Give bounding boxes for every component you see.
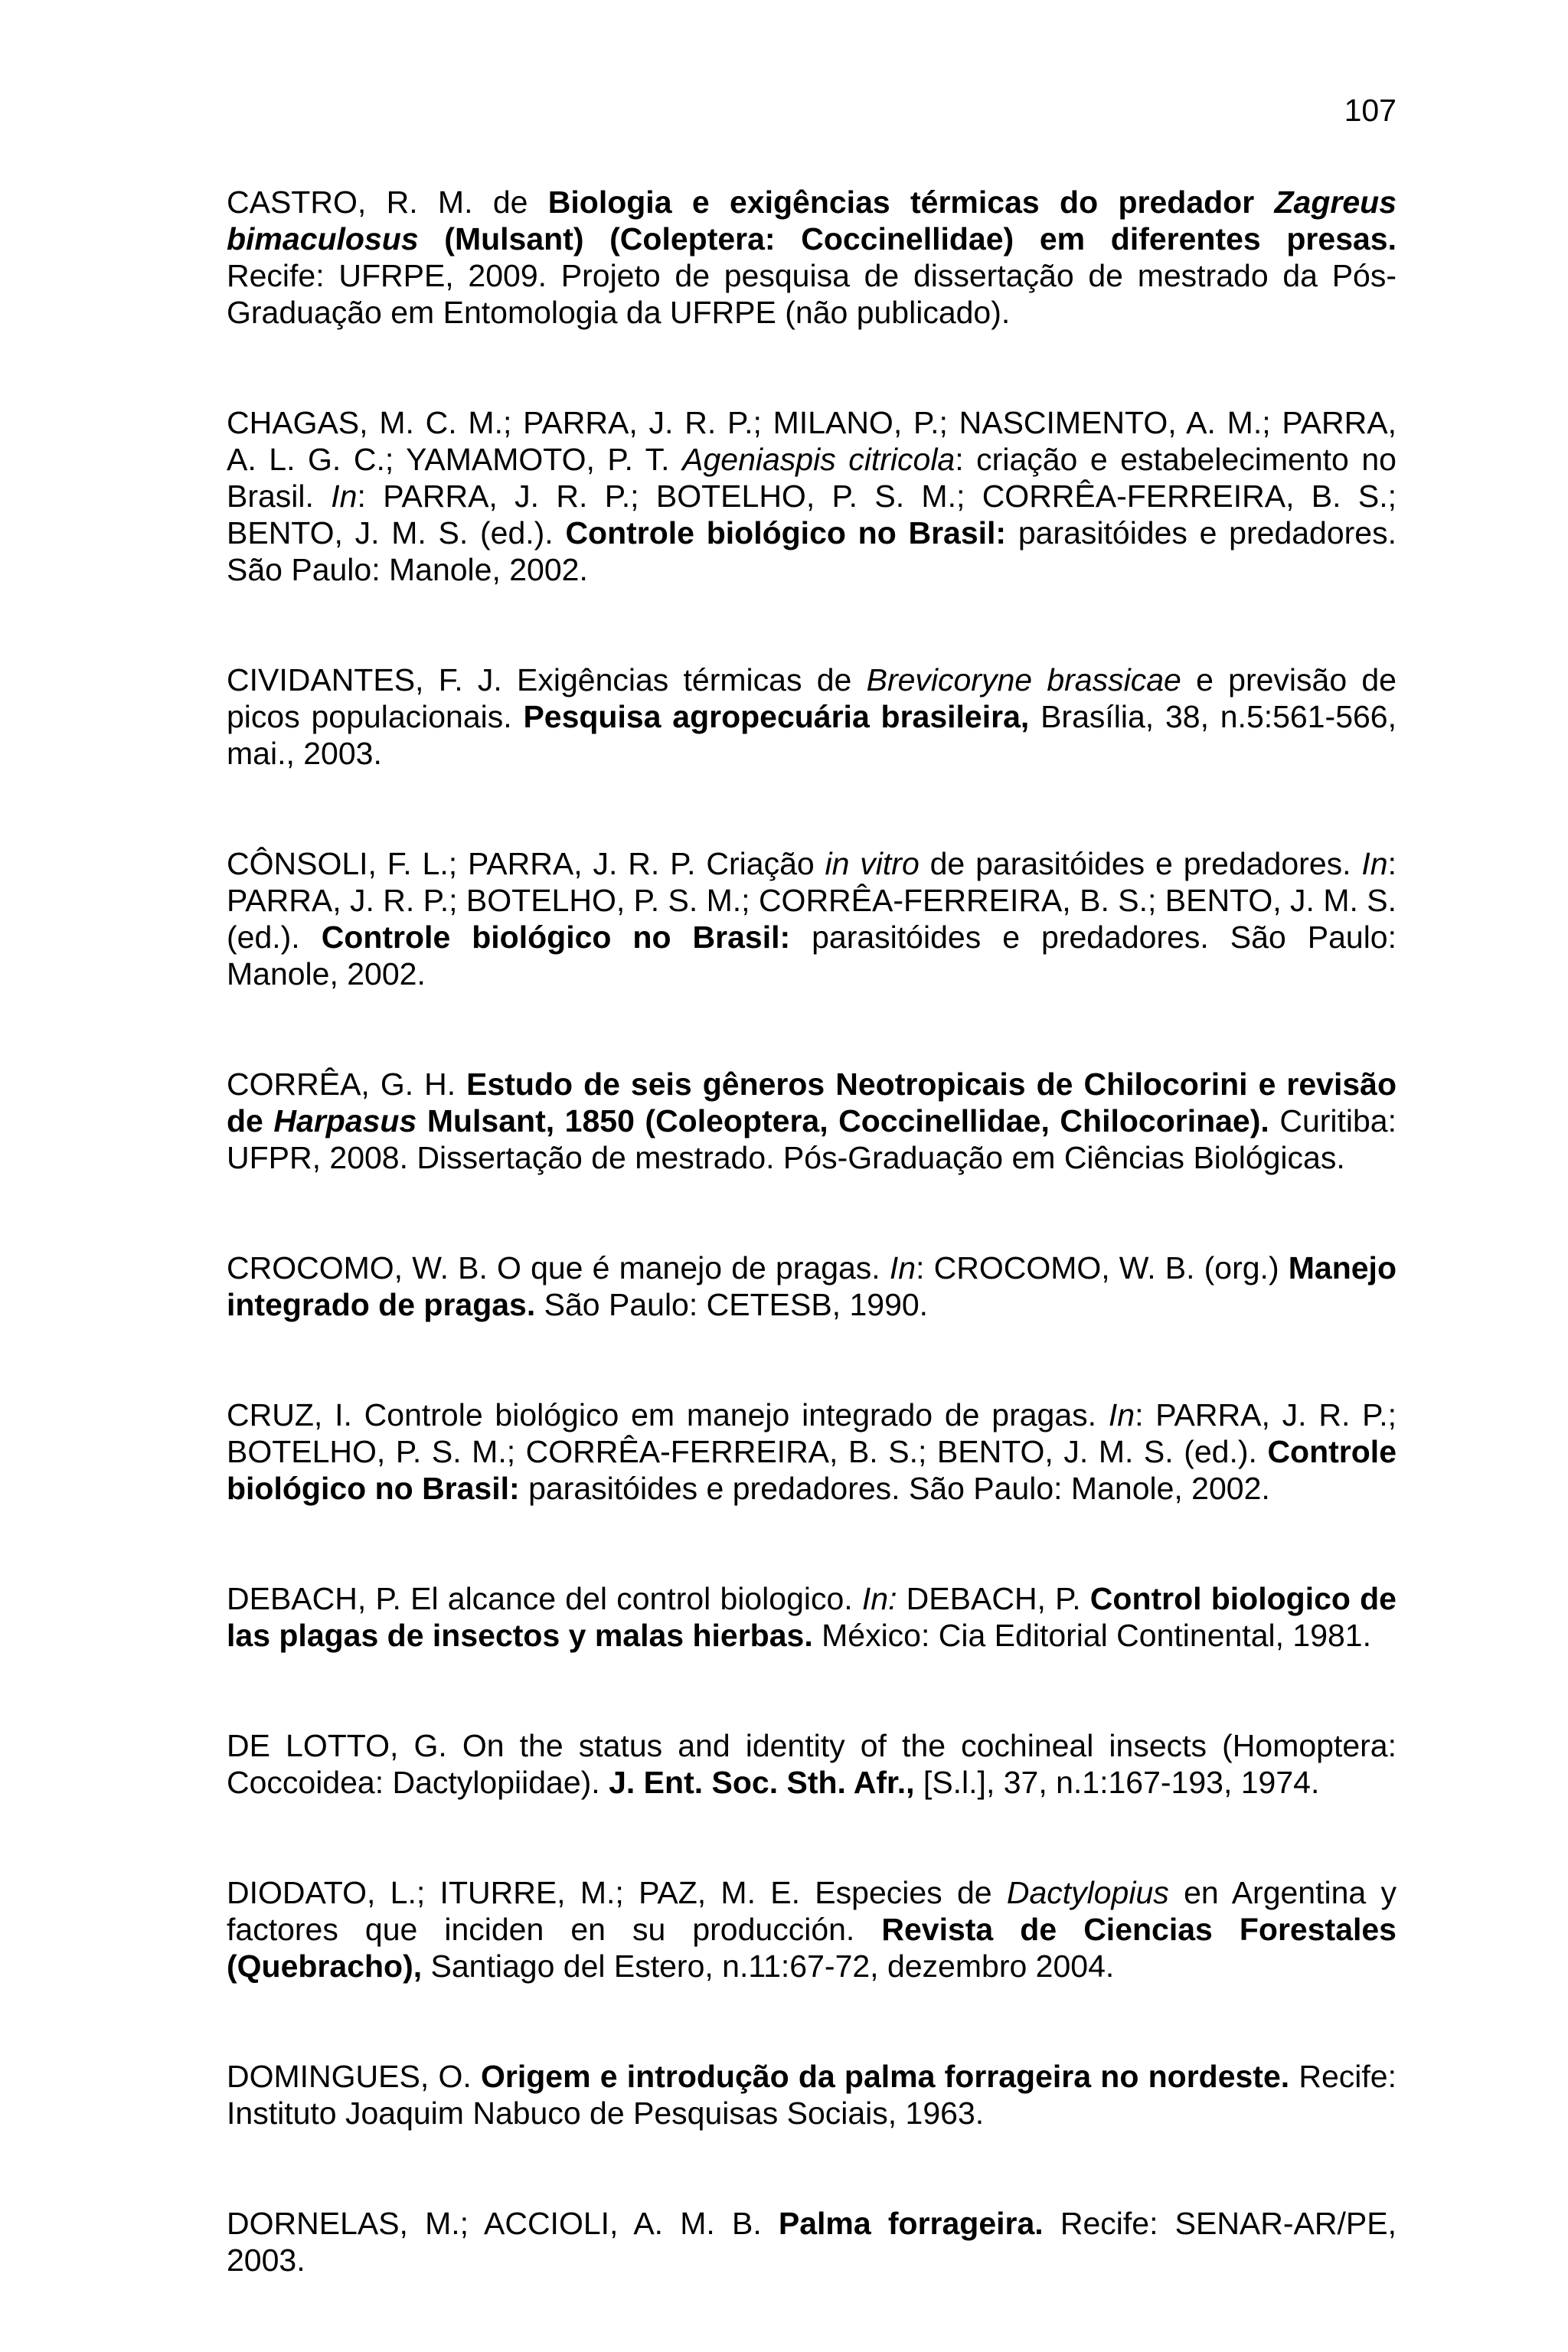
reference-entry (227, 2205, 1396, 2278)
reference-text-run: Biologia e exigências térmicas do predador (547, 185, 1275, 220)
reference-entry (227, 1874, 1396, 1984)
reference-text-run: CÔNSOLI, F. L.; PARRA, J. R. P. Criação (227, 846, 825, 881)
reference-text-run: São Paulo: CETESB, 1990. (535, 1287, 929, 1322)
reference-text-run: Controle biológico no Brasil: (321, 920, 791, 955)
reference-text-run: Estudo de seis gêneros Neotropicais de Chilocorini e revisão de (227, 1067, 1396, 1138)
reference-entry (227, 404, 1396, 588)
reference-entry (227, 845, 1396, 992)
reference-text-run: Recife: Instituto Joaquim Nabuco de Pesquisas Sociais, 1963. (227, 2059, 1396, 2131)
reference-text-run: e previsão de picos populacionais. (227, 662, 1396, 734)
reference-text-run: In (1361, 846, 1388, 881)
reference-text-run: DEBACH, P. (897, 1581, 1090, 1616)
reference-text-run: : PARRA, J. R. P.; BOTELHO, P. S. M.; CORRÊA-FERREIRA, B. S.; BENTO, J. M. S. (ed.). (227, 1397, 1397, 1469)
reference-text-run: parasitóides e predadores. São Paulo: Manole, 2002. (227, 920, 1396, 991)
reference-text-run: Controle biológico no Brasil: (227, 1434, 1396, 1506)
reference-text-run: CRUZ, I. Controle biológico em manejo integrado de pragas. (227, 1397, 1109, 1432)
reference-text-run: In (331, 479, 358, 514)
reference-text-run: Manejo integrado de pragas. (227, 1250, 1396, 1322)
reference-text-run: Dactylopius (1006, 1875, 1169, 1910)
reference-entry (227, 1250, 1396, 1323)
reference-list (227, 184, 1396, 2352)
reference-text-run: en Argentina y factores que inciden en su producción. (227, 1875, 1396, 1947)
reference-text-run: DOMINGUES, O. (227, 2059, 481, 2094)
reference-text-run: : criação e estabelecimento no Brasil. (227, 442, 1396, 514)
reference-text-run: : CROCOMO, W. B. (org.) (916, 1250, 1289, 1285)
reference-text-run: de parasitóides e predadores. (919, 846, 1362, 881)
reference-text-run: Recife: SENAR-AR/PE, 2003. (227, 2206, 1396, 2278)
page-number: 107 (1344, 93, 1396, 128)
reference-text-run: Ageniaspis citricola (682, 442, 956, 477)
reference-text-run: J. Ent. Soc. Sth. Afr., (609, 1765, 915, 1800)
reference-text-run: : PARRA, J. R. P.; BOTELHO, P. S. M.; CORRÊA-FERREIRA, B. S.; BENTO, J. M. S. (ed.). (227, 479, 1397, 550)
reference-entry (227, 184, 1396, 331)
reference-text-run: Controle biológico no Brasil: (565, 515, 1007, 550)
reference-text-run: In (1108, 1397, 1135, 1432)
reference-text-run: Revista de Ciencias Forestales (Quebracho), (227, 1912, 1396, 1984)
reference-text-run: CIVIDANTES, F. J. Exigências térmicas de (227, 662, 867, 697)
reference-text-run: CORRÊA, G. H. (227, 1067, 467, 1102)
reference-text-run: Zagreus bimaculosus (227, 185, 1397, 256)
reference-text-run: DIODATO, L.; ITURRE, M.; PAZ, M. E. Especies de (227, 1875, 1007, 1910)
reference-text-run: Palma forrageira. (778, 2206, 1044, 2241)
reference-text-run: in vitro (825, 846, 920, 881)
reference-text-run: (Mulsant) (Coleptera: Coccinellidae) em diferentes presas. (418, 221, 1396, 256)
reference-text-run: Control biologico de las plagas de insectos y malas hierbas. (227, 1581, 1396, 1653)
reference-text-run: Pesquisa agropecuária brasileira, (523, 699, 1030, 734)
reference-text-run: CHAGAS, M. C. M.; PARRA, J. R. P.; MILANO, P.; NASCIMENTO, A. M.; PARRA, A. L. G. C.; YAMAMOTO, P. T. (227, 405, 1396, 477)
reference-text-run: DE LOTTO, G. On the status and identity of the cochineal insects (Homoptera: Coccoidea: Dactylopiidae). (227, 1728, 1396, 1800)
reference-text-run: Harpasus (273, 1103, 417, 1138)
reference-text-run: Curitiba: UFPR, 2008. Dissertação de mestrado. Pós-Graduação em Ciências Biológicas. (227, 1103, 1396, 1175)
reference-text-run: CROCOMO, W. B. O que é manejo de pragas. (227, 1250, 890, 1285)
reference-text-run: : PARRA, J. R. P.; BOTELHO, P. S. M.; CORRÊA-FERREIRA, B. S.; BENTO, J. M. S. (ed.). (227, 846, 1396, 955)
reference-text-run: Recife: UFRPE, 2009. Projeto de pesquisa de dissertação de mestrado da Pós-Graduação em Entomologia da UFRPE (não publicado). (227, 258, 1396, 330)
reference-entry (227, 1066, 1396, 1176)
reference-text-run: DORNELAS, M.; ACCIOLI, A. M. B. (227, 2206, 779, 2241)
reference-text-run: Santiago del Estero, n.11:67-72, dezembro 2004. (422, 1949, 1115, 1984)
reference-text-run: In (889, 1250, 916, 1285)
reference-entry (227, 2058, 1396, 2132)
reference-text-run: [S.l.], 37, n.1:167-193, 1974. (914, 1765, 1320, 1800)
reference-entry (227, 1396, 1396, 1507)
reference-text-run: parasitóides e predadores. São Paulo: Manole, 2002. (519, 1471, 1270, 1506)
reference-text-run: México: Cia Editorial Continental, 1981. (812, 1618, 1371, 1653)
reference-entry (227, 1580, 1396, 1654)
reference-entry (227, 1727, 1396, 1801)
reference-text-run: Mulsant, 1850 (Coleoptera, Coccinellidae, Chilocorinae). (416, 1103, 1269, 1138)
reference-entry (227, 662, 1396, 772)
reference-text-run: In: (861, 1581, 897, 1616)
reference-text-run: Brevicoryne brassicae (866, 662, 1181, 697)
reference-text-run: Brasília, 38, n.5:561-566, mai., 2003. (227, 699, 1396, 771)
reference-text-run: DEBACH, P. El alcance del control biologico. (227, 1581, 862, 1616)
reference-text-run: Origem e introdução da palma forrageira no nordeste. (480, 2059, 1290, 2094)
reference-text-run: parasitóides e predadores. São Paulo: Manole, 2002. (227, 515, 1396, 587)
reference-text-run: CASTRO, R. M. de (227, 185, 548, 220)
